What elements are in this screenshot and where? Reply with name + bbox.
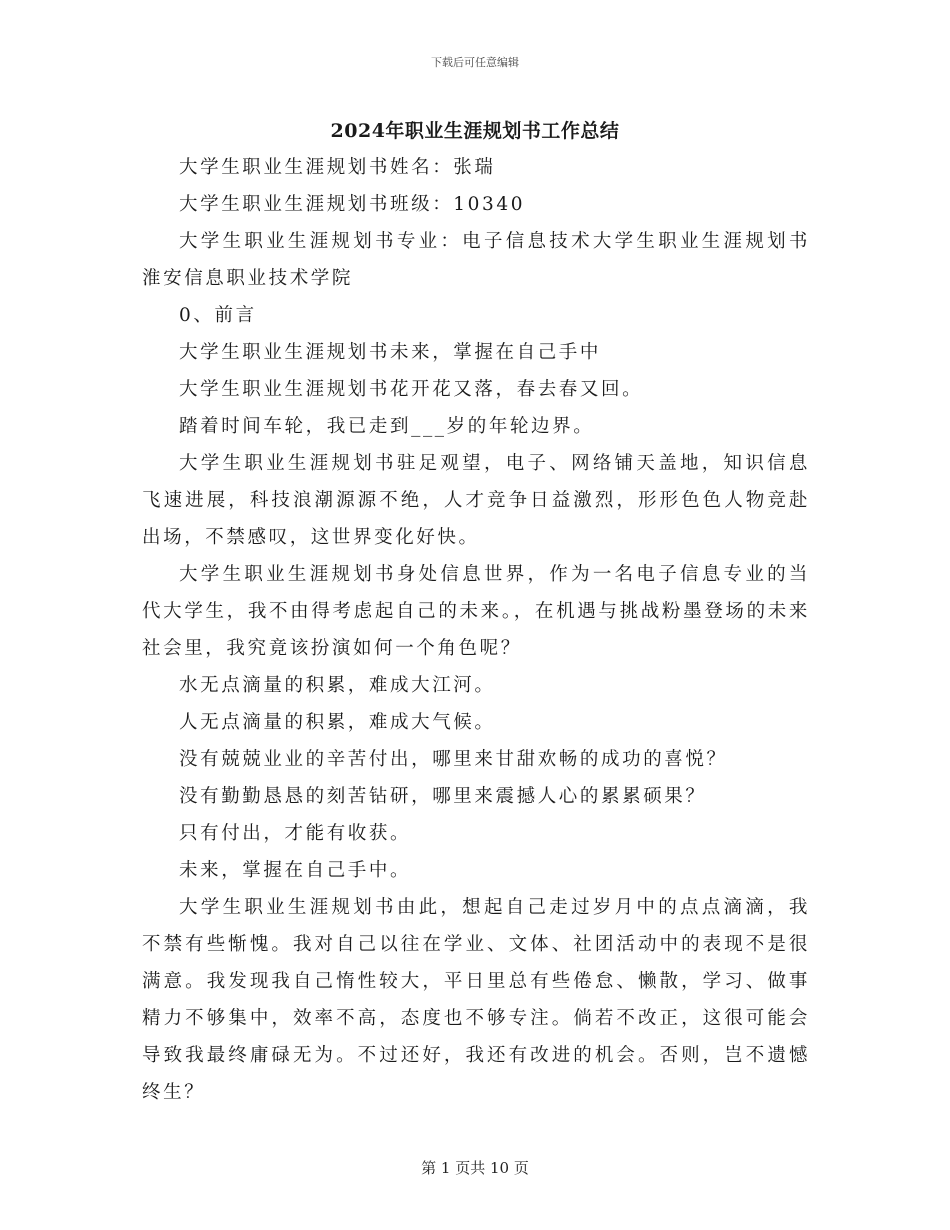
paragraph: 大学生职业生涯规划书未来，掌握在自己手中 bbox=[179, 342, 602, 363]
paragraph-preface-heading: 0、前言 bbox=[179, 305, 257, 326]
paragraph: 未来，掌握在自己手中。 bbox=[179, 860, 412, 881]
paragraph: 只有付出，才能有收获。 bbox=[179, 823, 412, 844]
paragraph: 大学生职业生涯规划书花开花又落，春去春又回。 bbox=[179, 379, 644, 400]
paragraph: 水无点滴量的积累，难成大江河。 bbox=[179, 675, 496, 696]
paragraph: 没有勤勤恳恳的刻苦钻研，哪里来震撼人心的累累硕果？ bbox=[179, 786, 707, 807]
paragraph-major: 大学生职业生涯规划书专业：电子信息技术大学生职业生涯规划书淮安信息职业技术学院 bbox=[142, 231, 810, 289]
document-body bbox=[142, 149, 810, 1111]
download-note: 下载后可任意编辑 bbox=[431, 56, 519, 69]
paragraph: 大学生职业生涯规划书由此，想起自己走过岁月中的点点滴滴，我不禁有些惭愧。我对自己以往在学业、文体、社团活动中的表现不是很满意。我发现我自己惰性较大，平日里总有些倦怠、懒散，学习、做事精力不够集中，效率不高，态度也不够专注。倘若不改正，这很可能会导致我最终庸碌无为。不过还好，我还有改进的机会。否则，岂不遗憾终生？ bbox=[142, 897, 810, 1103]
document-title: 2024年职业生涯规划书工作总结 bbox=[330, 120, 620, 142]
paragraph: 大学生职业生涯规划书驻足观望，电子、网络铺天盖地，知识信息飞速进展，科技浪潮源源不绝，人才竞争日益激烈，形形色色人物竞赴出场，不禁感叹，这世界变化好快。 bbox=[142, 453, 810, 548]
page-footer bbox=[0, 1157, 950, 1178]
paragraph: 大学生职业生涯规划书身处信息世界，作为一名电子信息专业的当代大学生，我不由得考虑起自己的未来。，在机遇与挑战粉墨登场的未来社会里，我究竟该扮演如何一个角色呢？ bbox=[142, 564, 810, 659]
page-number-label: 第 1 页共 10 页 bbox=[421, 1159, 529, 1177]
paragraph-name: 大学生职业生涯规划书姓名：张瑞 bbox=[179, 157, 496, 178]
paragraph: 没有兢兢业业的辛苦付出，哪里来甘甜欢畅的成功的喜悦？ bbox=[179, 749, 728, 770]
paragraph: 踏着时间车轮，我已走到___岁的年轮边界。 bbox=[179, 416, 595, 437]
paragraph-class: 大学生职业生涯规划书班级：10340 bbox=[179, 194, 526, 215]
paragraph: 人无点滴量的积累，难成大气候。 bbox=[179, 712, 496, 733]
